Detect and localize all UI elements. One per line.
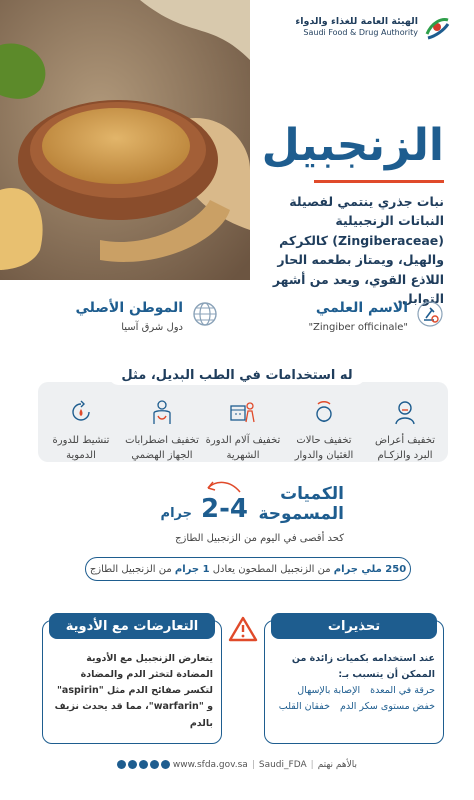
use-item: [366, 398, 444, 463]
quantity-note: كحد أقصى في اليوم من الزنجبيل الطازج: [175, 533, 344, 544]
scientific-name-fact: [254, 300, 444, 352]
intro-text: نبات جذري ينتمي لفصيلة النباتات الزنجبيلية (Zingiberaceae) كالكركم والهيل، ويمتاز بطعمه الحار اللاذع القوي، ويعد من أشهر التوابل.: [272, 194, 444, 306]
blood-cycle-icon: [67, 398, 95, 426]
hero-image: [0, 0, 250, 280]
twitter-icon[interactable]: [117, 760, 126, 769]
social-icons: [117, 760, 170, 769]
footer-slogan: بالأهم نهتم: [317, 760, 358, 770]
logo-english-text: Saudi Food & Drug Authority: [303, 27, 418, 37]
title-underline: [314, 180, 444, 183]
quantity-unit: جرام: [160, 506, 192, 521]
quantity-title-line1: الكميات: [280, 484, 344, 504]
conversion-box: [85, 557, 411, 581]
youtube-icon[interactable]: [139, 760, 148, 769]
quantity-amount: 2-4: [201, 494, 248, 524]
conversion-text-end: من الزنجبيل الطازج: [89, 563, 172, 575]
uses-title-text: له استخدامات في الطب البديل، مثل: [109, 366, 364, 385]
use-item: [285, 398, 363, 463]
conversion-amount: 250 ملي جرام: [333, 563, 407, 575]
use-item-label: تنشيط للدورة الدموية: [52, 435, 110, 461]
conversion-equivalent: 1 جرام: [174, 563, 210, 575]
globe-icon: [191, 300, 219, 328]
allowed-quantity-title: [258, 484, 344, 525]
use-item-label: تخفيف آلام الدورة الشهرية: [205, 435, 281, 461]
use-item-label: تخفيف أعراض البرد والزكـام: [375, 435, 435, 461]
microscope-icon: [416, 300, 444, 328]
footer: بالأهم نهتم|www.sfda.gov.sa | Saudi_FDA: [0, 760, 474, 770]
calendar-woman-icon: [229, 398, 257, 426]
drug-interactions-text: يتعارض الزنجبيل مع الأدوية المضادة لتخثر الدم والمضادة لتكسر صفائح الدم مثل "aspirin" و "warfarin"، مما قد يحدث نزيف بالدم: [54, 653, 213, 729]
warnings-intro: عند استخدامه بكميات زائدة من الممكن أن يتسبب بـ:: [291, 653, 435, 681]
facebook-icon[interactable]: [161, 760, 170, 769]
instagram-icon[interactable]: [128, 760, 137, 769]
warning-icon: [228, 616, 258, 642]
warning-item: الإصابة بالإسهال: [297, 685, 361, 697]
scientific-name-value: "Zingiber officinale": [308, 322, 408, 333]
quantity-title-line2: المسموحة: [258, 504, 344, 525]
page-title: الزنجبيل: [261, 120, 444, 171]
snapchat-icon[interactable]: [150, 760, 159, 769]
footer-website-link[interactable]: www.sfda.gov.sa: [172, 760, 248, 770]
warnings-title: تحذيرات: [271, 613, 437, 639]
logo-arabic-text: الهيئة العامة للغذاء والدواء: [295, 15, 418, 27]
use-item: [123, 398, 201, 463]
warning-item: حرقة في المعدة: [370, 685, 435, 697]
origin-value: دول شرق آسيا: [121, 322, 183, 333]
warning-item: خفقان القلب: [278, 701, 330, 713]
stomach-icon: [148, 398, 176, 426]
sfda-logo: [295, 14, 450, 40]
uses-title: [0, 368, 474, 383]
drug-interactions-panel: [42, 620, 222, 744]
use-item: [42, 398, 120, 463]
footer-social-handle[interactable]: Saudi_FDA: [258, 760, 307, 770]
origin-label: الموطن الأصلي: [75, 300, 183, 316]
use-item-label: تخفيف حالات الغثيان والدوار: [294, 435, 354, 461]
warning-item: خفض مستوى سكر الدم: [340, 701, 435, 713]
sick-person-icon: [391, 398, 419, 426]
warnings-panel: [264, 620, 444, 744]
use-item: [204, 398, 282, 463]
sfda-emblem-icon: [424, 14, 450, 40]
scientific-name-label: الاسم العلمي: [315, 300, 408, 316]
uses-list: [42, 398, 444, 463]
use-item-label: تخفيف اضطرابات الجهاز الهضمي: [125, 435, 199, 461]
conversion-text: من الزنجبيل المطحون يعادل: [212, 563, 331, 575]
drug-interactions-title: التعارضات مع الأدوية: [49, 613, 215, 639]
dizzy-head-icon: [310, 398, 338, 426]
origin-fact: [44, 300, 219, 352]
